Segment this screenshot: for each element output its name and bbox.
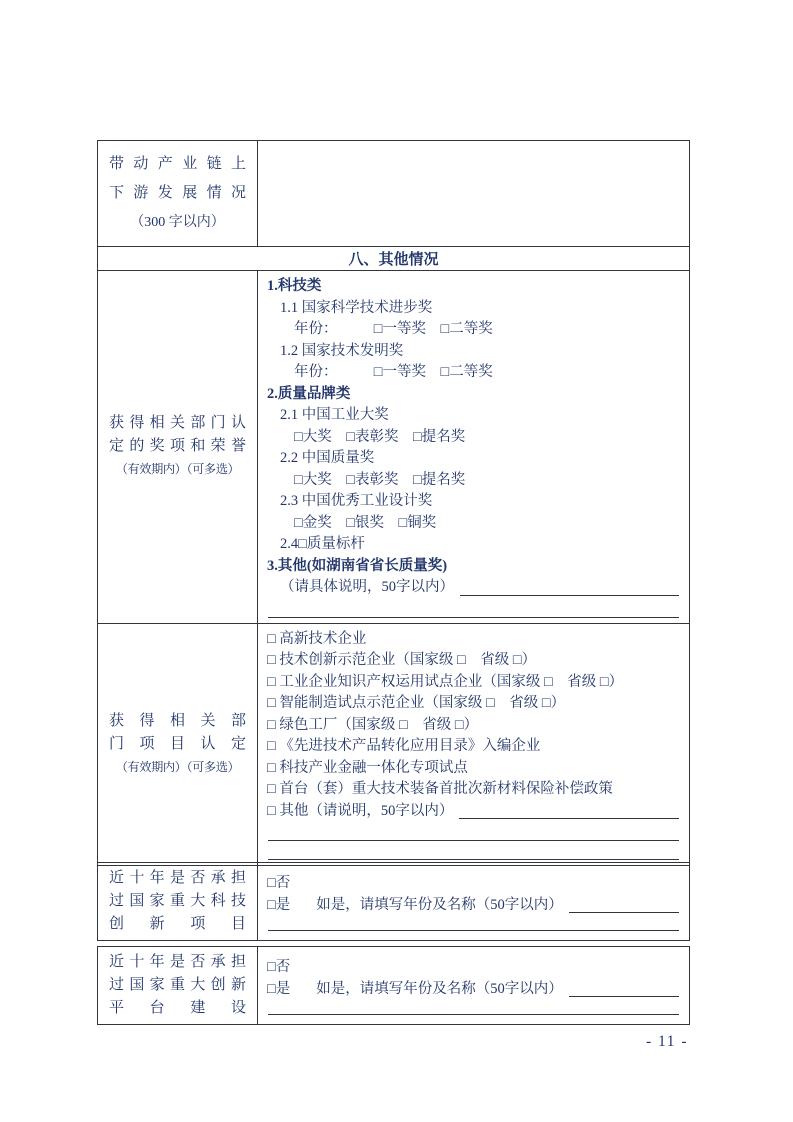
yes-option: □是 [267,981,291,997]
fill-in-line [268,599,679,618]
project-option-line: □ 首台（套）重大技术装备首批次新材料保险补偿政策 [267,781,613,797]
awards-other-note: （请具体说明，50字以内） [280,579,454,595]
yes-option-line [267,894,680,916]
no-option-line: □否 [267,959,291,975]
award-option-line: □金奖 □银奖 □铜奖 [294,514,437,531]
award-option-line: 年份： □一等奖 □二等奖 [294,364,493,380]
awards-category-heading: 1.科技类 [267,278,322,294]
projects-row-label-cell [98,623,258,866]
label-line: 创新项目 [109,916,246,932]
label-line: 近十年是否承担 [109,870,246,886]
section-header: 八、其他情况 [98,247,690,271]
label-line: 近十年是否承担 [109,954,246,970]
label-line: 获得相关部 [109,712,246,729]
table-row-platform [98,947,690,1025]
form-table-main [97,140,690,866]
awards-row-value-cell [258,271,690,624]
award-item: 2.1 中国工业大奖 [280,407,389,423]
projects-row-value-cell [258,623,690,866]
table-row-section-header [98,247,690,271]
award-option-line: 年份： □一等奖 □二等奖 [294,321,493,337]
project-option-line: □ 智能制造试点示范企业（国家级 □ 省级 □） [267,695,566,711]
project-option-line: □ 绿色工厂（国家级 □ 省级 □） [267,716,479,733]
fill-in-line [268,822,679,841]
yes-option: □是 [267,897,291,913]
form-table-platform [97,946,690,1025]
table-row-chain [98,141,690,247]
label-line: 下游发展情况 [109,185,246,201]
chain-row-label-cell [98,141,258,247]
project-other-option-line [267,801,680,823]
yes-prompt: 如是，请填写年份及名称（50字以内） [316,897,563,913]
table-row-projects [98,623,690,866]
tech-row-value-cell [258,863,690,941]
label-line: （有效期内）（可多选） [115,462,240,477]
form-table-tech-projects [97,862,690,941]
no-option-line: □否 [267,875,291,891]
awards-category-heading: 3.其他(如湖南省省长质量奖) [267,557,448,574]
award-item: 1.2 国家技术发明奖 [280,342,404,359]
label-line: 过国家重大科技 [109,893,246,909]
project-other-option: □ 其他（请说明，50字以内） [267,802,454,819]
project-option-line: □ 科技产业金融一体化专项试点 [267,759,468,776]
awards-row-label-cell [98,271,258,624]
label-line: 获得相关部门认 [109,415,246,432]
awards-other-note-line [267,577,680,599]
label-line: 门项目认定 [109,735,246,752]
platform-row-value-cell [258,947,690,1025]
award-item: 2.3 中国优秀工业设计奖 [280,493,433,509]
tech-row-label-cell [98,863,258,941]
fill-in-line [268,1000,679,1015]
award-option-line: 2.4□质量标杆 [280,536,365,552]
project-option-line: □ 《先进技术产品转化应用目录》入编企业 [267,738,541,754]
project-option-line: □ 技术创新示范企业（国家级 □ 省级 □） [267,652,537,668]
fill-in-blank [569,912,679,913]
page-number: - 11 - [646,1033,688,1050]
yes-prompt: 如是，请填写年份及名称（50字以内） [316,981,563,997]
project-option-line: □ 高新技术企业 [267,630,367,647]
fill-in-blank [459,818,679,819]
chain-row-value-cell [258,141,690,247]
table-row-tech [98,863,690,941]
label-line: （有效期内）（可多选） [115,759,240,774]
label-line: 定的奖项和荣誉 [109,438,246,455]
award-item: 2.2 中国质量奖 [280,450,375,466]
table-row-awards [98,271,690,624]
fill-in-line [268,841,679,860]
label-line: 带动产业链上 [109,156,246,172]
label-line: （300 字以内） [130,215,225,230]
label-line: 过国家重大创新 [109,977,246,993]
fill-in-line [268,916,679,931]
platform-row-label-cell [98,947,258,1025]
project-option-line: □ 工业企业知识产权运用试点企业（国家级 □ 省级 □） [267,673,624,690]
award-item: 1.1 国家科学技术进步奖 [280,299,433,316]
awards-category-heading: 2.质量品牌类 [267,385,351,402]
fill-in-blank [569,996,679,997]
award-option-line: □大奖 □表彰奖 □提名奖 [294,471,466,488]
label-line: 平台建设 [109,1000,246,1016]
yes-option-line [267,978,680,1000]
fill-in-blank [460,595,679,596]
award-option-line: □大奖 □表彰奖 □提名奖 [294,428,466,445]
